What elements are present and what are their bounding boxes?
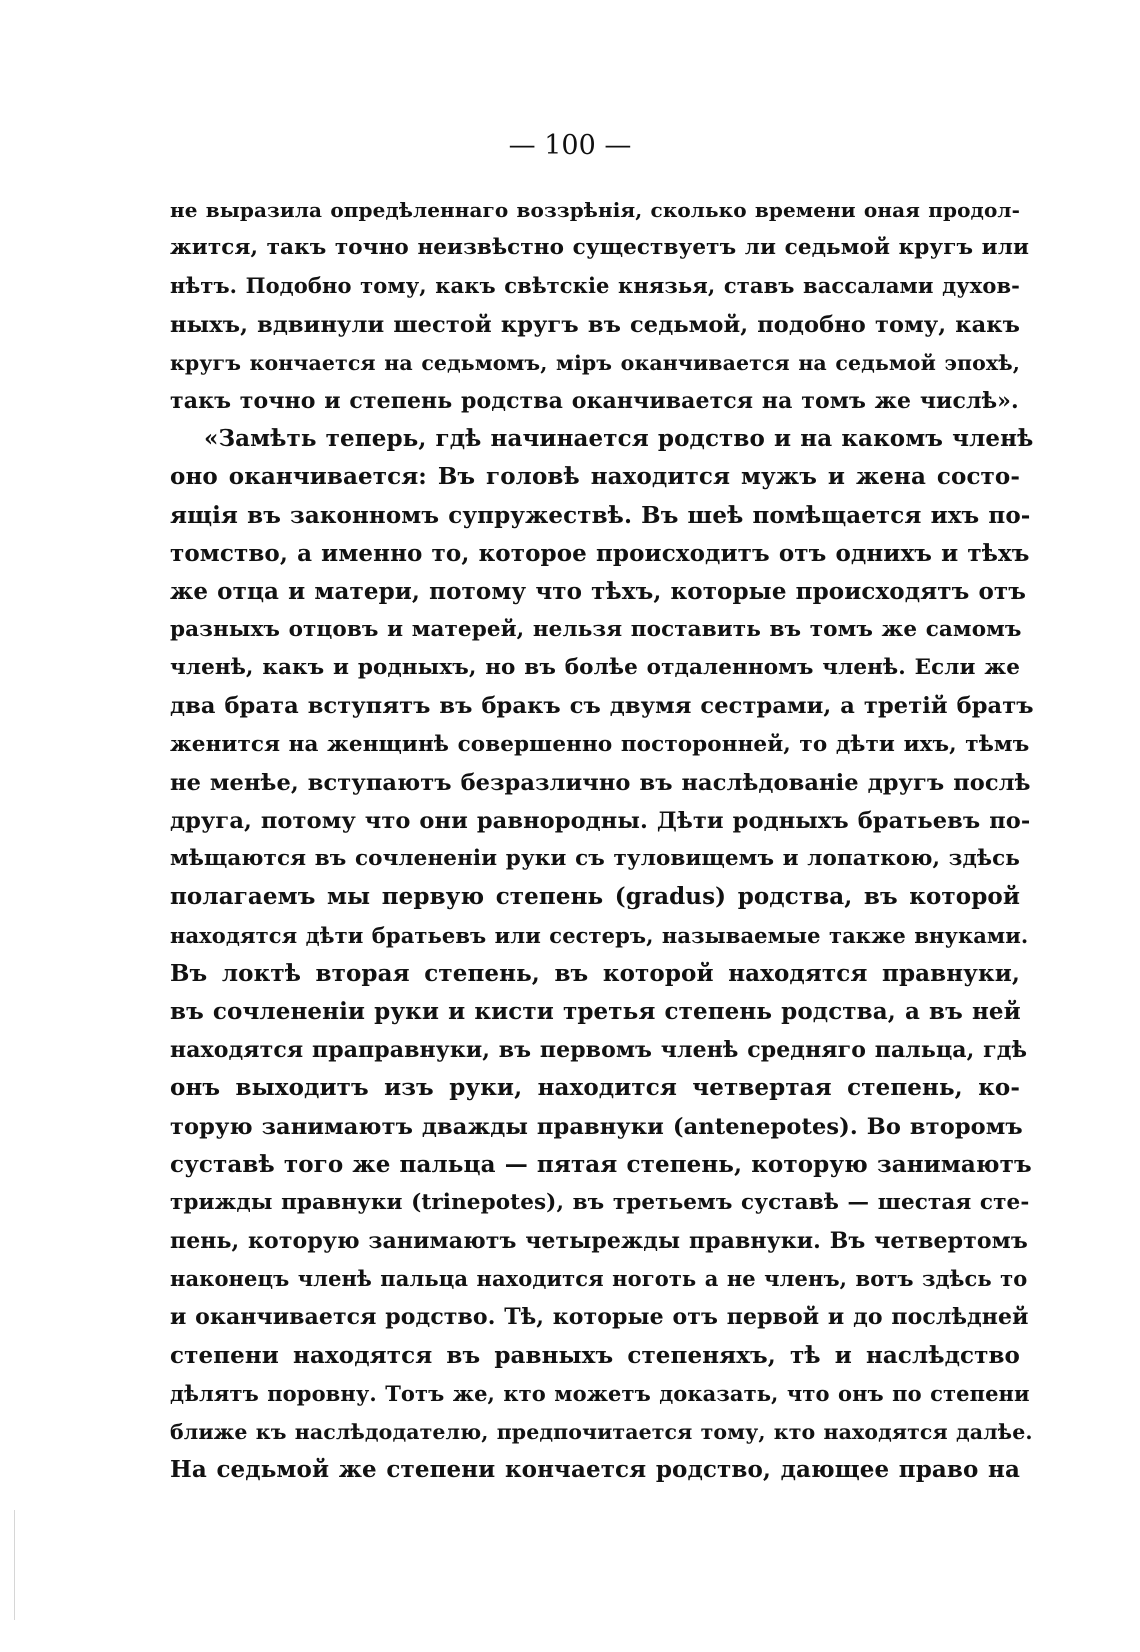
text-line: ближе къ наслѣдодателю, предпочитается тому, кто находятся далѣе. bbox=[170, 1420, 1033, 1444]
text-line: кругъ кончается на седьмомъ, міръ оканчивается на седьмой эпохѣ, bbox=[170, 350, 1020, 375]
text-line: пень, которую занимаютъ четырежды правнуки. Въ четвертомъ bbox=[170, 1228, 1028, 1255]
text-line: жится, такъ точно неизвѣстно существуетъ ли седьмой кругъ или bbox=[170, 235, 1030, 261]
text-line: членѣ, какъ и родныхъ, но въ болѣе отдаленномъ членѣ. Если же bbox=[170, 655, 1020, 681]
text-line: Въ локтѣ вторая степень, въ которой находятся правнуки, bbox=[170, 959, 1020, 987]
body-text bbox=[170, 191, 1034, 1489]
scan-margin-mark bbox=[14, 1510, 15, 1620]
text-line: степени находятся въ равныхъ степеняхъ, тѣ и наслѣдство bbox=[170, 1341, 1020, 1369]
text-line: дѣлятъ поровну. Тотъ же, кто можетъ доказать, что онъ по степени bbox=[170, 1380, 1030, 1406]
text-line: въ сочлененіи руки и кисти третья степень родства, а въ ней bbox=[170, 997, 1021, 1025]
text-line: мѣщаются въ сочлененіи руки съ туловищемъ и лопаткою, здѣсь bbox=[170, 846, 1020, 872]
text-line: оно оканчивается: Въ головѣ находится мужъ и жена состо- bbox=[170, 463, 1020, 491]
text-line: ящія въ законномъ супружествѣ. Въ шеѣ помѣщается ихъ по- bbox=[170, 501, 1031, 529]
text-line: находятся дѣти братьевъ или сестеръ, называемые также внуками. bbox=[170, 922, 1029, 948]
text-line: не выразила опредѣленнаго воззрѣнія, сколько времени оная продол- bbox=[170, 198, 1020, 222]
text-line: не менѣе, вступаютъ безразлично въ наслѣдованіе другъ послѣ bbox=[170, 769, 1031, 796]
page-number: — 100 — bbox=[508, 130, 632, 161]
text-line: такъ точно и степень родства оканчивается на томъ же числѣ». bbox=[170, 387, 1019, 414]
text-line: и оканчивается родство. Тѣ, которые отъ первой и до послѣдней bbox=[170, 1304, 1029, 1331]
text-line: два брата вступятъ въ бракъ съ двумя сестрами, а третій братъ bbox=[170, 693, 1034, 720]
text-line: трижды правнуки (trinepotes), въ третьемъ суставѣ — шестая сте- bbox=[170, 1189, 1030, 1215]
text-line: томство, а именно то, которое происходитъ отъ однихъ и тѣхъ bbox=[170, 539, 1030, 567]
text-line: женится на женщинѣ совершенно посторонней, то дѣти ихъ, тѣмъ bbox=[170, 731, 1030, 757]
text-line: онъ выходитъ изъ руки, находится четвертая степень, ко- bbox=[170, 1074, 1020, 1102]
paragraph-start-line: «Замѣть теперь, гдѣ начинается родство и на какомъ членѣ bbox=[204, 425, 1034, 453]
text-line: наконецъ членѣ пальца находится ноготь а не членъ, вотъ здѣсь то bbox=[170, 1266, 1028, 1292]
text-line: разныхъ отцовъ и матерей, нельзя поставить въ томъ же самомъ bbox=[170, 617, 1022, 643]
text-line: нѣтъ. Подобно тому, какъ свѣтскіе князья, ставъ вассалами духов- bbox=[170, 273, 1020, 299]
text-line: полагаемъ мы первую степень (gradus) родства, въ которой bbox=[170, 883, 1020, 911]
text-line: На седьмой же степени кончается родство, дающее право на bbox=[170, 1456, 1020, 1484]
text-line: торую занимаютъ дважды правнуки (antenepotes). Во второмъ bbox=[170, 1113, 1023, 1140]
text-line: друга, потому что они равнородны. Дѣти родныхъ братьевъ по- bbox=[170, 808, 1031, 834]
text-line: находятся праправнуки, въ первомъ членѣ средняго пальца, гдѣ bbox=[170, 1037, 1028, 1064]
text-line: же отца и матери, потому что тѣхъ, которые происходятъ отъ bbox=[170, 577, 1027, 605]
text-line: ныхъ, вдвинули шестой кругъ въ седьмой, подобно тому, какъ bbox=[170, 311, 1020, 338]
text-line: суставѣ того же пальца — пятая степень, которую занимаютъ bbox=[170, 1150, 1032, 1178]
